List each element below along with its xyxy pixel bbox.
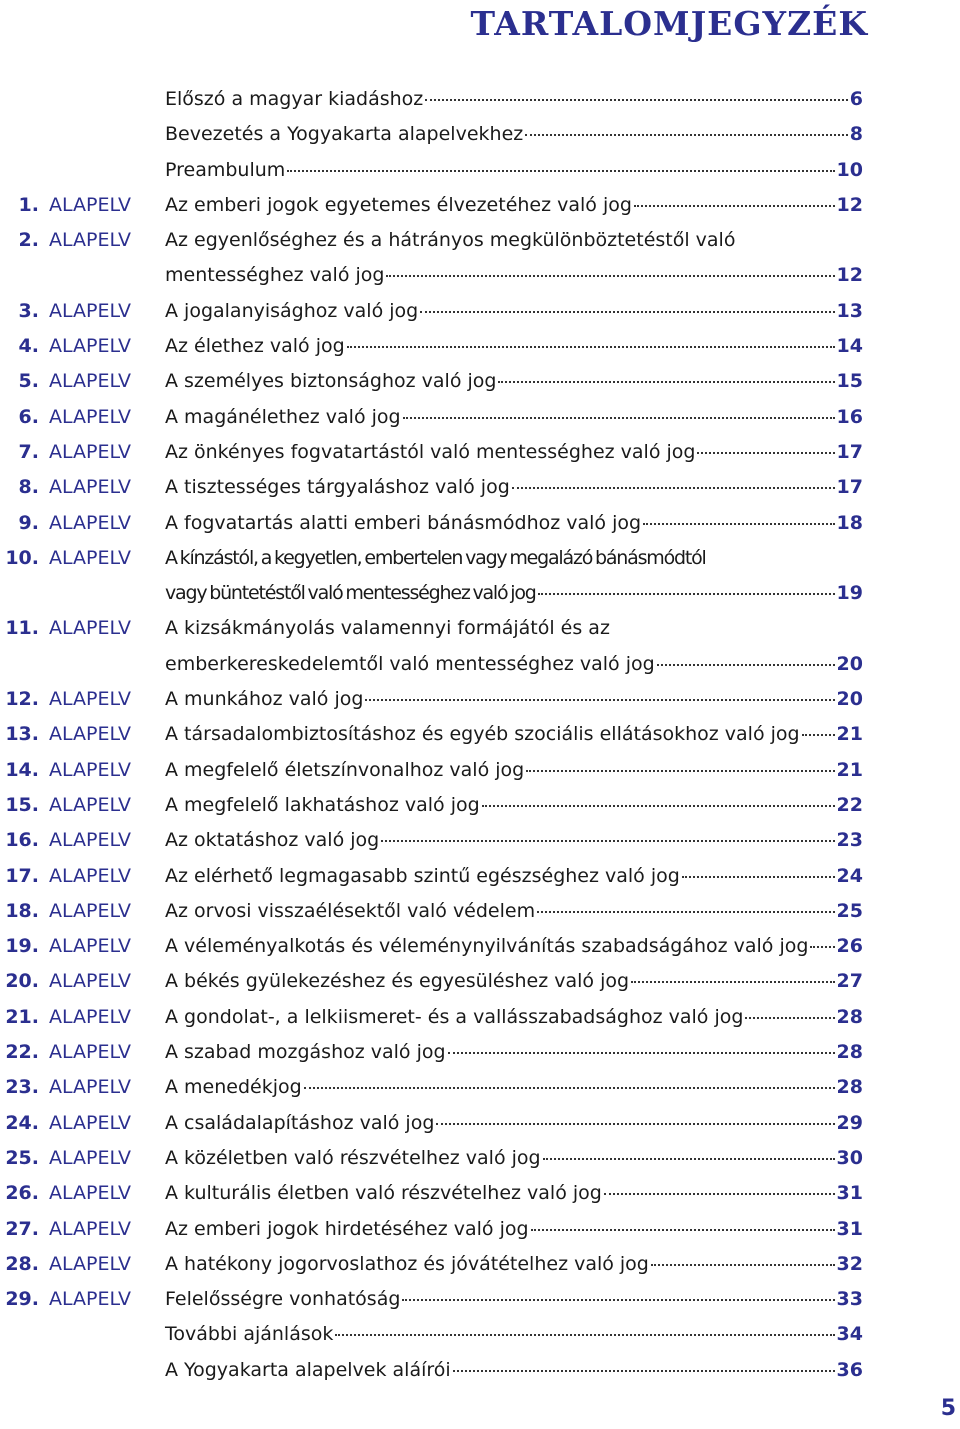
dot-leader (347, 346, 835, 348)
entry-title: emberkereskedelemtől való mentességhez való jog (165, 652, 655, 675)
entry-page-number: 30 (836, 1146, 863, 1169)
toc-row[interactable] (0, 1349, 960, 1384)
principle-label: ALAPELV (49, 193, 131, 216)
entry-title: mentességhez való jog (165, 264, 385, 287)
entry-title: A menedékjog (165, 1076, 302, 1099)
toc-entry[interactable] (165, 652, 863, 676)
toc-row[interactable] (0, 1172, 960, 1207)
principle-label: ALAPELV (49, 546, 131, 569)
principle-number: 25. (5, 1146, 39, 1169)
dot-leader (482, 805, 835, 807)
principle-label: ALAPELV (49, 1217, 131, 1240)
toc-row[interactable] (0, 855, 960, 890)
entry-page-number: 33 (836, 1288, 863, 1311)
entry-title: A tisztességes tárgyaláshoz való jog (165, 476, 510, 499)
entry-title: Az emberi jogok hirdetéséhez való jog (165, 1217, 529, 1240)
dot-leader (682, 876, 835, 878)
toc-entry[interactable] (165, 828, 863, 852)
toc-row[interactable] (0, 749, 960, 784)
dot-leader (381, 840, 834, 842)
toc-row[interactable] (0, 78, 960, 113)
dot-leader (543, 1158, 835, 1160)
toc-row[interactable] (0, 960, 960, 995)
dot-leader (526, 770, 834, 772)
entry-title: A jogalanyisághoz való jog (165, 299, 419, 322)
dot-leader (531, 1229, 835, 1231)
entry-title: Az önkényes fogvatartástól való mentességhez való jog (165, 440, 696, 463)
dot-leader (287, 170, 834, 172)
entry-page-number: 27 (836, 970, 863, 993)
toc-row[interactable] (0, 254, 960, 289)
principle-number: 7. (18, 440, 39, 463)
principle-label: ALAPELV (49, 758, 131, 781)
entry-page-number: 20 (836, 652, 863, 675)
principle-number: 20. (5, 970, 39, 993)
entry-page-number: 6 (849, 88, 863, 110)
principle-number: 12. (5, 688, 39, 711)
dot-leader (697, 452, 834, 454)
dot-leader (402, 1299, 834, 1301)
entry-title: Az elérhető legmagasabb szintű egészséghez való jog (165, 864, 680, 887)
toc-entry[interactable] (165, 864, 863, 888)
toc-row[interactable] (0, 1278, 960, 1313)
principle-label: ALAPELV (49, 511, 131, 534)
principle-number: 5. (18, 370, 39, 393)
entry-page-number: 24 (836, 864, 863, 887)
principle-label: ALAPELV (49, 1288, 131, 1311)
entry-title: Előszó a magyar kiadáshoz (165, 88, 424, 110)
entry-title: A gondolat-, a lelkiismeret- és a vallásszabadsághoz való jog (165, 1005, 744, 1028)
principle-label: ALAPELV (49, 299, 131, 322)
toc-row[interactable] (0, 784, 960, 819)
toc-row[interactable] (0, 113, 960, 148)
toc-row[interactable] (0, 537, 960, 572)
toc-entry[interactable] (165, 1040, 863, 1064)
toc-row[interactable] (0, 290, 960, 325)
toc-row[interactable] (0, 607, 960, 642)
principle-number: 27. (5, 1217, 39, 1240)
entry-title: Az orvosi visszaélésektől való védelem (165, 899, 536, 922)
toc-row[interactable] (0, 219, 960, 254)
toc-entry[interactable] (165, 1146, 863, 1170)
dot-leader (525, 134, 848, 136)
entry-page-number: 13 (836, 299, 863, 322)
dot-leader (304, 1087, 835, 1089)
entry-title: A megfelelő lakhatáshoz való jog (165, 793, 480, 816)
toc-entry[interactable] (165, 934, 863, 958)
entry-page-number: 21 (836, 723, 863, 746)
toc-row[interactable] (0, 1208, 960, 1243)
toc-row[interactable] (0, 184, 960, 219)
principle-number: 18. (5, 899, 39, 922)
principle-number: 19. (5, 935, 39, 958)
entry-page-number: 22 (836, 793, 863, 816)
principle-number: 6. (18, 405, 39, 428)
entry-title: vagy büntetéstől való mentességhez való jog (165, 582, 536, 605)
toc-entry[interactable] (165, 475, 863, 499)
entry-title: A véleményalkotás és véleménynyilvánítás szabadságához való jog (165, 935, 809, 958)
principle-label: ALAPELV (49, 970, 131, 993)
principle-number: 26. (5, 1182, 39, 1205)
principle-label: ALAPELV (49, 1041, 131, 1064)
toc-row[interactable] (0, 572, 960, 607)
toc-entry[interactable] (165, 687, 863, 711)
toc-row[interactable] (0, 643, 960, 678)
toc-row[interactable] (0, 396, 960, 431)
principle-label: ALAPELV (49, 1252, 131, 1275)
principle-number: 15. (5, 793, 39, 816)
principle-number: 11. (5, 617, 39, 640)
toc-entry[interactable] (165, 546, 863, 570)
principle-label: ALAPELV (49, 793, 131, 816)
entry-page-number: 25 (836, 899, 863, 922)
principle-label: ALAPELV (49, 829, 131, 852)
entry-page-number: 23 (836, 829, 863, 852)
principle-label: ALAPELV (49, 899, 131, 922)
dot-leader (810, 946, 834, 948)
toc-entry[interactable] (165, 899, 863, 923)
principle-label: ALAPELV (49, 229, 131, 252)
principle-number: 10. (5, 546, 39, 569)
principle-label: ALAPELV (49, 723, 131, 746)
toc-entry[interactable] (165, 1358, 863, 1382)
toc-entry[interactable] (165, 1217, 863, 1241)
dot-leader (436, 1123, 834, 1125)
toc-entry[interactable] (165, 228, 863, 252)
table-of-contents (0, 78, 960, 1384)
entry-title: A fogvatartás alatti emberi bánásmódhoz való jog (165, 511, 642, 534)
dot-leader (745, 1017, 834, 1019)
toc-row[interactable] (0, 1102, 960, 1137)
entry-page-number: 10 (836, 158, 863, 181)
principle-number: 21. (5, 1005, 39, 1028)
entry-title: A személyes biztonsághoz való jog (165, 370, 497, 393)
principle-label: ALAPELV (49, 440, 131, 463)
principle-number: 23. (5, 1076, 39, 1099)
entry-page-number: 8 (849, 123, 863, 146)
entry-title: Felelősségre vonhatóság (165, 1288, 401, 1311)
toc-entry[interactable] (165, 440, 863, 464)
entry-title: Bevezetés a Yogyakarta alapelvekhez (165, 123, 524, 146)
toc-entry[interactable] (165, 1181, 863, 1205)
entry-title: Az emberi jogok egyetemes élvezetéhez való jog (165, 193, 632, 216)
dot-leader (335, 1334, 834, 1336)
entry-title: A hatékony jogorvoslathoz és jóvátételhez való jog (165, 1252, 649, 1275)
toc-row[interactable] (0, 325, 960, 360)
toc-row[interactable] (0, 678, 960, 713)
entry-title: A szabad mozgáshoz való jog (165, 1041, 446, 1064)
entry-title: A Yogyakarta alapelvek aláírói (165, 1358, 451, 1381)
entry-page-number: 28 (836, 1076, 863, 1099)
principle-number: 14. (5, 758, 39, 781)
dot-leader (604, 1193, 835, 1195)
entry-title: A családalapításhoz való jog (165, 1111, 435, 1134)
entry-page-number: 32 (836, 1252, 863, 1275)
dot-leader (365, 699, 834, 701)
dot-leader (651, 1264, 835, 1266)
principle-number: 4. (18, 335, 39, 358)
dot-leader (631, 981, 835, 983)
entry-title: A kizsákmányolás valamennyi formájától és az (165, 617, 610, 640)
entry-title: A közéletben való részvételhez való jog (165, 1146, 541, 1169)
principle-label: ALAPELV (49, 1111, 131, 1134)
entry-title: A munkához való jog (165, 688, 364, 711)
entry-title: A társadalombiztosításhoz és egyéb szociális ellátásokhoz való jog (165, 723, 800, 746)
toc-entry[interactable] (165, 263, 863, 287)
entry-title: A kínzástól, a kegyetlen, embertelen vagy megalázó bánásmódtól (165, 546, 706, 569)
principle-number: 28. (5, 1252, 39, 1275)
principle-number: 8. (18, 476, 39, 499)
principle-number: 17. (5, 864, 39, 887)
toc-entry[interactable] (165, 158, 863, 182)
toc-entry[interactable] (165, 87, 863, 111)
entry-title: A békés gyülekezéshez és egyesüléshez való jog (165, 970, 630, 993)
dot-leader (643, 523, 834, 525)
entry-title: A magánélethez való jog (165, 405, 401, 428)
entry-page-number: 29 (836, 1111, 863, 1134)
toc-row[interactable] (0, 819, 960, 854)
principle-label: ALAPELV (49, 864, 131, 887)
dot-leader (634, 205, 835, 207)
dot-leader (453, 1370, 835, 1372)
dot-leader (425, 99, 848, 101)
toc-row[interactable] (0, 1243, 960, 1278)
toc-entry[interactable] (165, 722, 863, 746)
toc-entry[interactable] (165, 1287, 863, 1311)
toc-row[interactable] (0, 1066, 960, 1101)
entry-page-number: 17 (836, 440, 863, 463)
toc-entry[interactable] (165, 369, 863, 393)
entry-page-number: 18 (836, 511, 863, 534)
principle-number: 1. (18, 193, 39, 216)
entry-title: Az egyenlőséghez és a hátrányos megkülönböztetéstől való (165, 229, 736, 252)
entry-title: További ajánlások (165, 1323, 334, 1346)
principle-label: ALAPELV (49, 370, 131, 393)
principle-label: ALAPELV (49, 1182, 131, 1205)
principle-label: ALAPELV (49, 405, 131, 428)
principle-number: 22. (5, 1041, 39, 1064)
toc-row[interactable] (0, 890, 960, 925)
toc-entry[interactable] (165, 581, 863, 605)
principle-label: ALAPELV (49, 935, 131, 958)
entry-page-number: 15 (836, 370, 863, 393)
entry-title: A megfelelő életszínvonalhoz való jog (165, 758, 525, 781)
entry-page-number: 21 (836, 758, 863, 781)
dot-leader (802, 734, 835, 736)
entry-page-number: 26 (836, 935, 863, 958)
entry-page-number: 31 (836, 1182, 863, 1205)
entry-title: Az élethez való jog (165, 335, 345, 358)
entry-page-number: 34 (836, 1323, 863, 1346)
page-number: 5 (940, 1396, 956, 1421)
entry-page-number: 28 (836, 1041, 863, 1064)
toc-row[interactable] (0, 1137, 960, 1172)
principle-label: ALAPELV (49, 476, 131, 499)
entry-page-number: 28 (836, 1005, 863, 1028)
principle-label: ALAPELV (49, 688, 131, 711)
dot-leader (420, 311, 834, 313)
entry-page-number: 14 (836, 335, 863, 358)
principle-number: 9. (18, 511, 39, 534)
toc-entry[interactable] (165, 758, 863, 782)
toc-entry[interactable] (165, 193, 863, 217)
toc-entry[interactable] (165, 405, 863, 429)
entry-page-number: 19 (836, 582, 863, 605)
principle-label: ALAPELV (49, 617, 131, 640)
toc-entry[interactable] (165, 334, 863, 358)
entry-page-number: 17 (836, 476, 863, 499)
toc-row[interactable] (0, 431, 960, 466)
entry-page-number: 12 (836, 264, 863, 287)
dot-leader (657, 664, 835, 666)
principle-number: 16. (5, 829, 39, 852)
toc-entry[interactable] (165, 1111, 863, 1135)
dot-leader (448, 1052, 835, 1054)
dot-leader (512, 487, 835, 489)
toc-row[interactable] (0, 502, 960, 537)
toc-entry[interactable] (165, 1322, 863, 1346)
entry-title: A kulturális életben való részvételhez való jog (165, 1182, 602, 1205)
toc-entry[interactable] (165, 1252, 863, 1276)
principle-label: ALAPELV (49, 1076, 131, 1099)
toc-row[interactable] (0, 1031, 960, 1066)
toc-row[interactable] (0, 713, 960, 748)
toc-entry[interactable] (165, 616, 863, 640)
principle-number: 3. (18, 299, 39, 322)
toc-entry[interactable] (165, 793, 863, 817)
toc-row[interactable] (0, 996, 960, 1031)
principle-number: 24. (5, 1111, 39, 1134)
toc-entry[interactable] (165, 122, 863, 146)
principle-label: ALAPELV (49, 1005, 131, 1028)
toc-row[interactable] (0, 925, 960, 960)
principle-number: 13. (5, 723, 39, 746)
entry-page-number: 36 (836, 1358, 863, 1381)
toc-entry[interactable] (165, 1005, 863, 1029)
toc-entry[interactable] (165, 969, 863, 993)
entry-page-number: 31 (836, 1217, 863, 1240)
dot-leader (403, 417, 835, 419)
entry-page-number: 12 (836, 193, 863, 216)
toc-row[interactable] (0, 1313, 960, 1348)
toc-entry[interactable] (165, 511, 863, 535)
dot-leader (537, 911, 834, 913)
toc-entry[interactable] (165, 299, 863, 323)
principle-label: ALAPELV (49, 335, 131, 358)
principle-label: ALAPELV (49, 1146, 131, 1169)
entry-title: Az oktatáshoz való jog (165, 829, 380, 852)
toc-row[interactable] (0, 149, 960, 184)
dot-leader (538, 593, 835, 595)
toc-row[interactable] (0, 466, 960, 501)
principle-number: 2. (18, 229, 39, 252)
toc-row[interactable] (0, 360, 960, 395)
entry-page-number: 16 (836, 405, 863, 428)
toc-entry[interactable] (165, 1075, 863, 1099)
dot-leader (498, 381, 834, 383)
dot-leader (386, 275, 834, 277)
page-title: TARTALOMJEGYZÉK (470, 4, 868, 43)
principle-number: 29. (5, 1288, 39, 1311)
entry-title: Preambulum (165, 158, 286, 181)
entry-page-number: 20 (836, 688, 863, 711)
